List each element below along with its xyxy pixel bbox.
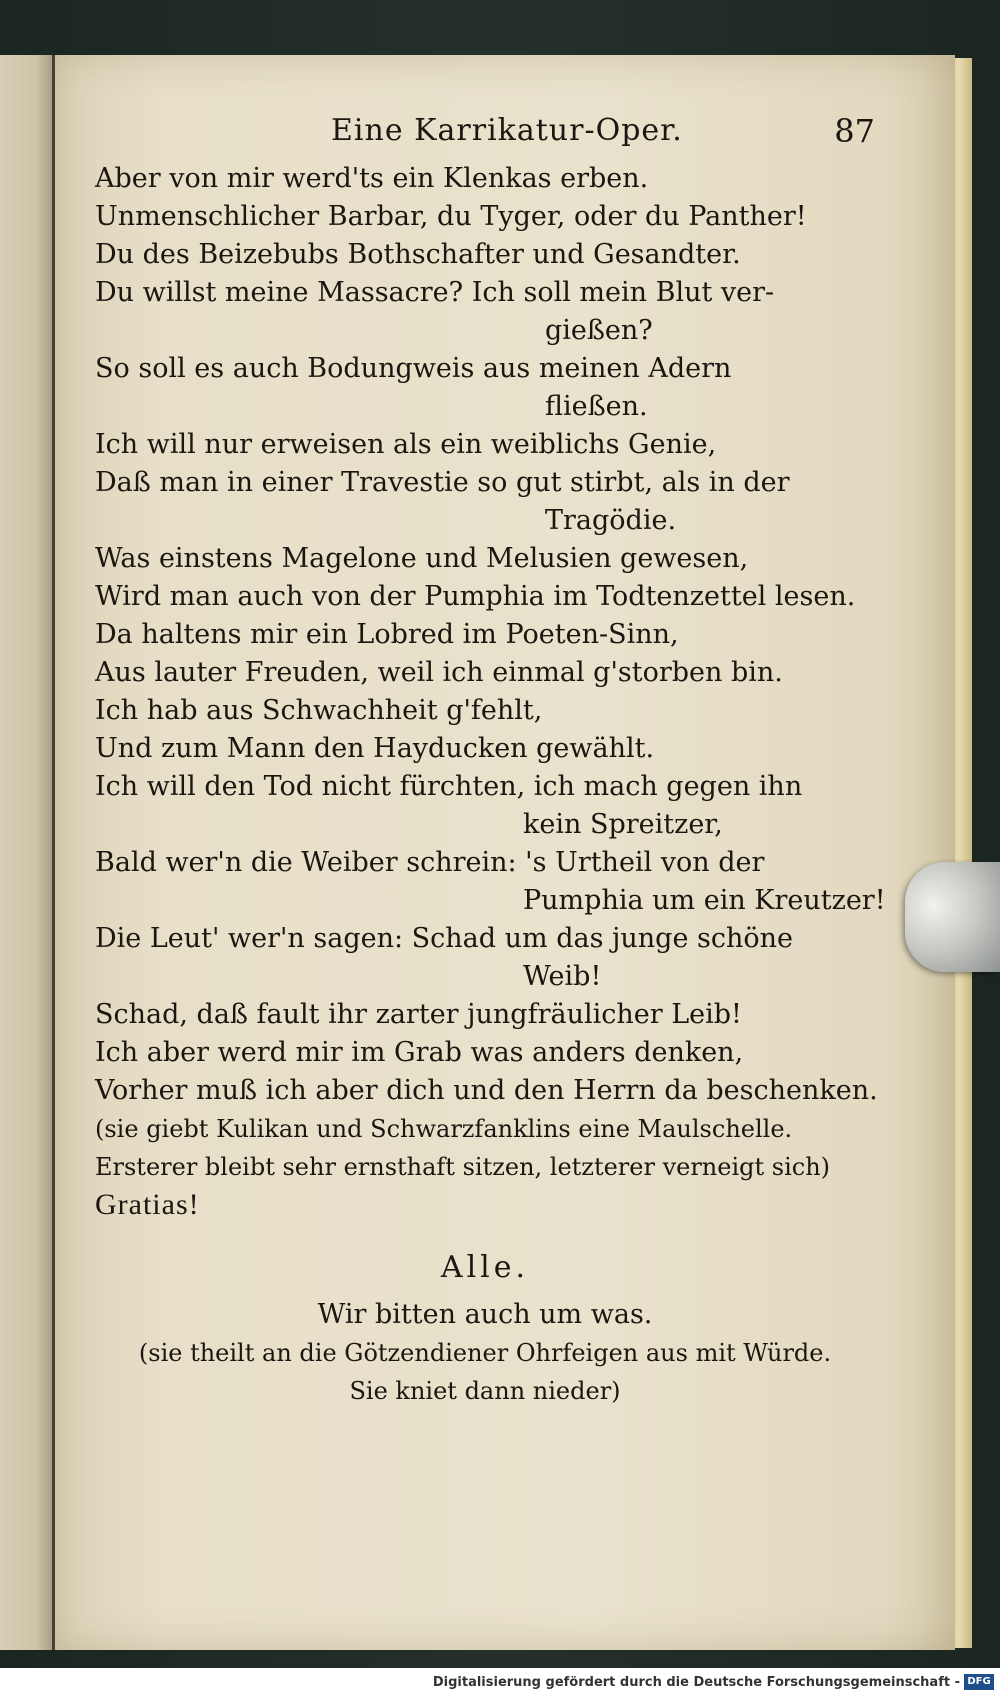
verse-line: Ich hab aus Schwachheit g'fehlt, [95, 695, 543, 726]
facing-page-edge [0, 55, 55, 1650]
page-clip [905, 862, 1000, 972]
verse-line-continuation: kein Spreitzer, [523, 809, 723, 840]
verse-line-continuation: fließen. [545, 391, 648, 422]
speaker-heading: Alle. [440, 1250, 530, 1285]
verse-line: Da haltens mir ein Lobred im Poeten-Sinn, [95, 619, 679, 650]
verse-line: Was einstens Magelone und Melusien gewesen, [95, 543, 749, 574]
running-head: Eine Karrikatur-Oper. [331, 113, 683, 148]
verse-line: Und zum Mann den Hayducken gewählt. [95, 733, 655, 764]
funding-credit: Digitalisierung gefördert durch die Deutsche Forschungsgemeinschaft - [432, 1675, 960, 1690]
page-text [95, 112, 886, 1410]
stage-direction: Ersterer bleibt sehr ernsthaft sitzen, letzterer verneigt sich) [95, 1153, 831, 1181]
verse-line: Daß man in einer Travestie so gut stirbt, als in der [95, 467, 790, 498]
verse-line: Ich will den Tod nicht fürchten, ich mach gegen ihn [95, 771, 803, 802]
verse-line: Du willst meine Massacre? Ich soll mein Blut ver- [95, 277, 775, 308]
verse-line: Unmenschlicher Barbar, du Tyger, oder du Panther! [95, 201, 807, 232]
verse-line-continuation: Weib! [523, 961, 602, 992]
verse-line: So soll es auch Bodungweis aus meinen Adern [95, 353, 732, 384]
page-header [95, 112, 875, 160]
verse-line: Aber von mir werd'ts ein Klenkas erben. [95, 163, 649, 194]
stage-direction: Sie kniet dann nieder) [349, 1377, 621, 1405]
verse-line: Bald wer'n die Weiber schrein: 's Urtheil von der [95, 847, 765, 878]
dfg-logo: DFG [964, 1674, 994, 1690]
page-number: 87 [834, 112, 875, 150]
verse-line: Ich will nur erweisen als ein weiblichs Genie, [95, 429, 717, 460]
verse-line: Schad, daß fault ihr zarter jungfräulicher Leib! [95, 999, 742, 1030]
verse-line: Du des Beizebubs Bothschafter und Gesandter. [95, 239, 741, 270]
verse-line: Vorher muß ich aber dich und den Herrn da beschenken. [95, 1075, 878, 1106]
footer-bar [0, 1668, 1000, 1698]
verse-line: Die Leut' wer'n sagen: Schad um das junge schöne [95, 923, 794, 954]
verse-line-continuation: Tragödie. [545, 505, 677, 536]
verse-line-continuation: Pumphia um ein Kreutzer! [523, 885, 886, 916]
latin-line: Gratias! [95, 1188, 200, 1221]
verse-line-continuation: gießen? [545, 315, 653, 346]
stage-direction: (sie theilt an die Götzendiener Ohrfeigen aus mit Würde. [138, 1339, 832, 1367]
stage-direction: (sie giebt Kulikan und Schwarzfanklins eine Maulschelle. [95, 1115, 793, 1143]
verse-line: Wird man auch von der Pumphia im Todtenzettel lesen. [95, 581, 856, 612]
verse-line: Aus lauter Freuden, weil ich einmal g'storben bin. [95, 657, 783, 688]
chorus-line: Wir bitten auch um was. [317, 1299, 653, 1330]
verse-line: Ich aber werd mir im Grab was anders denken, [95, 1037, 744, 1068]
